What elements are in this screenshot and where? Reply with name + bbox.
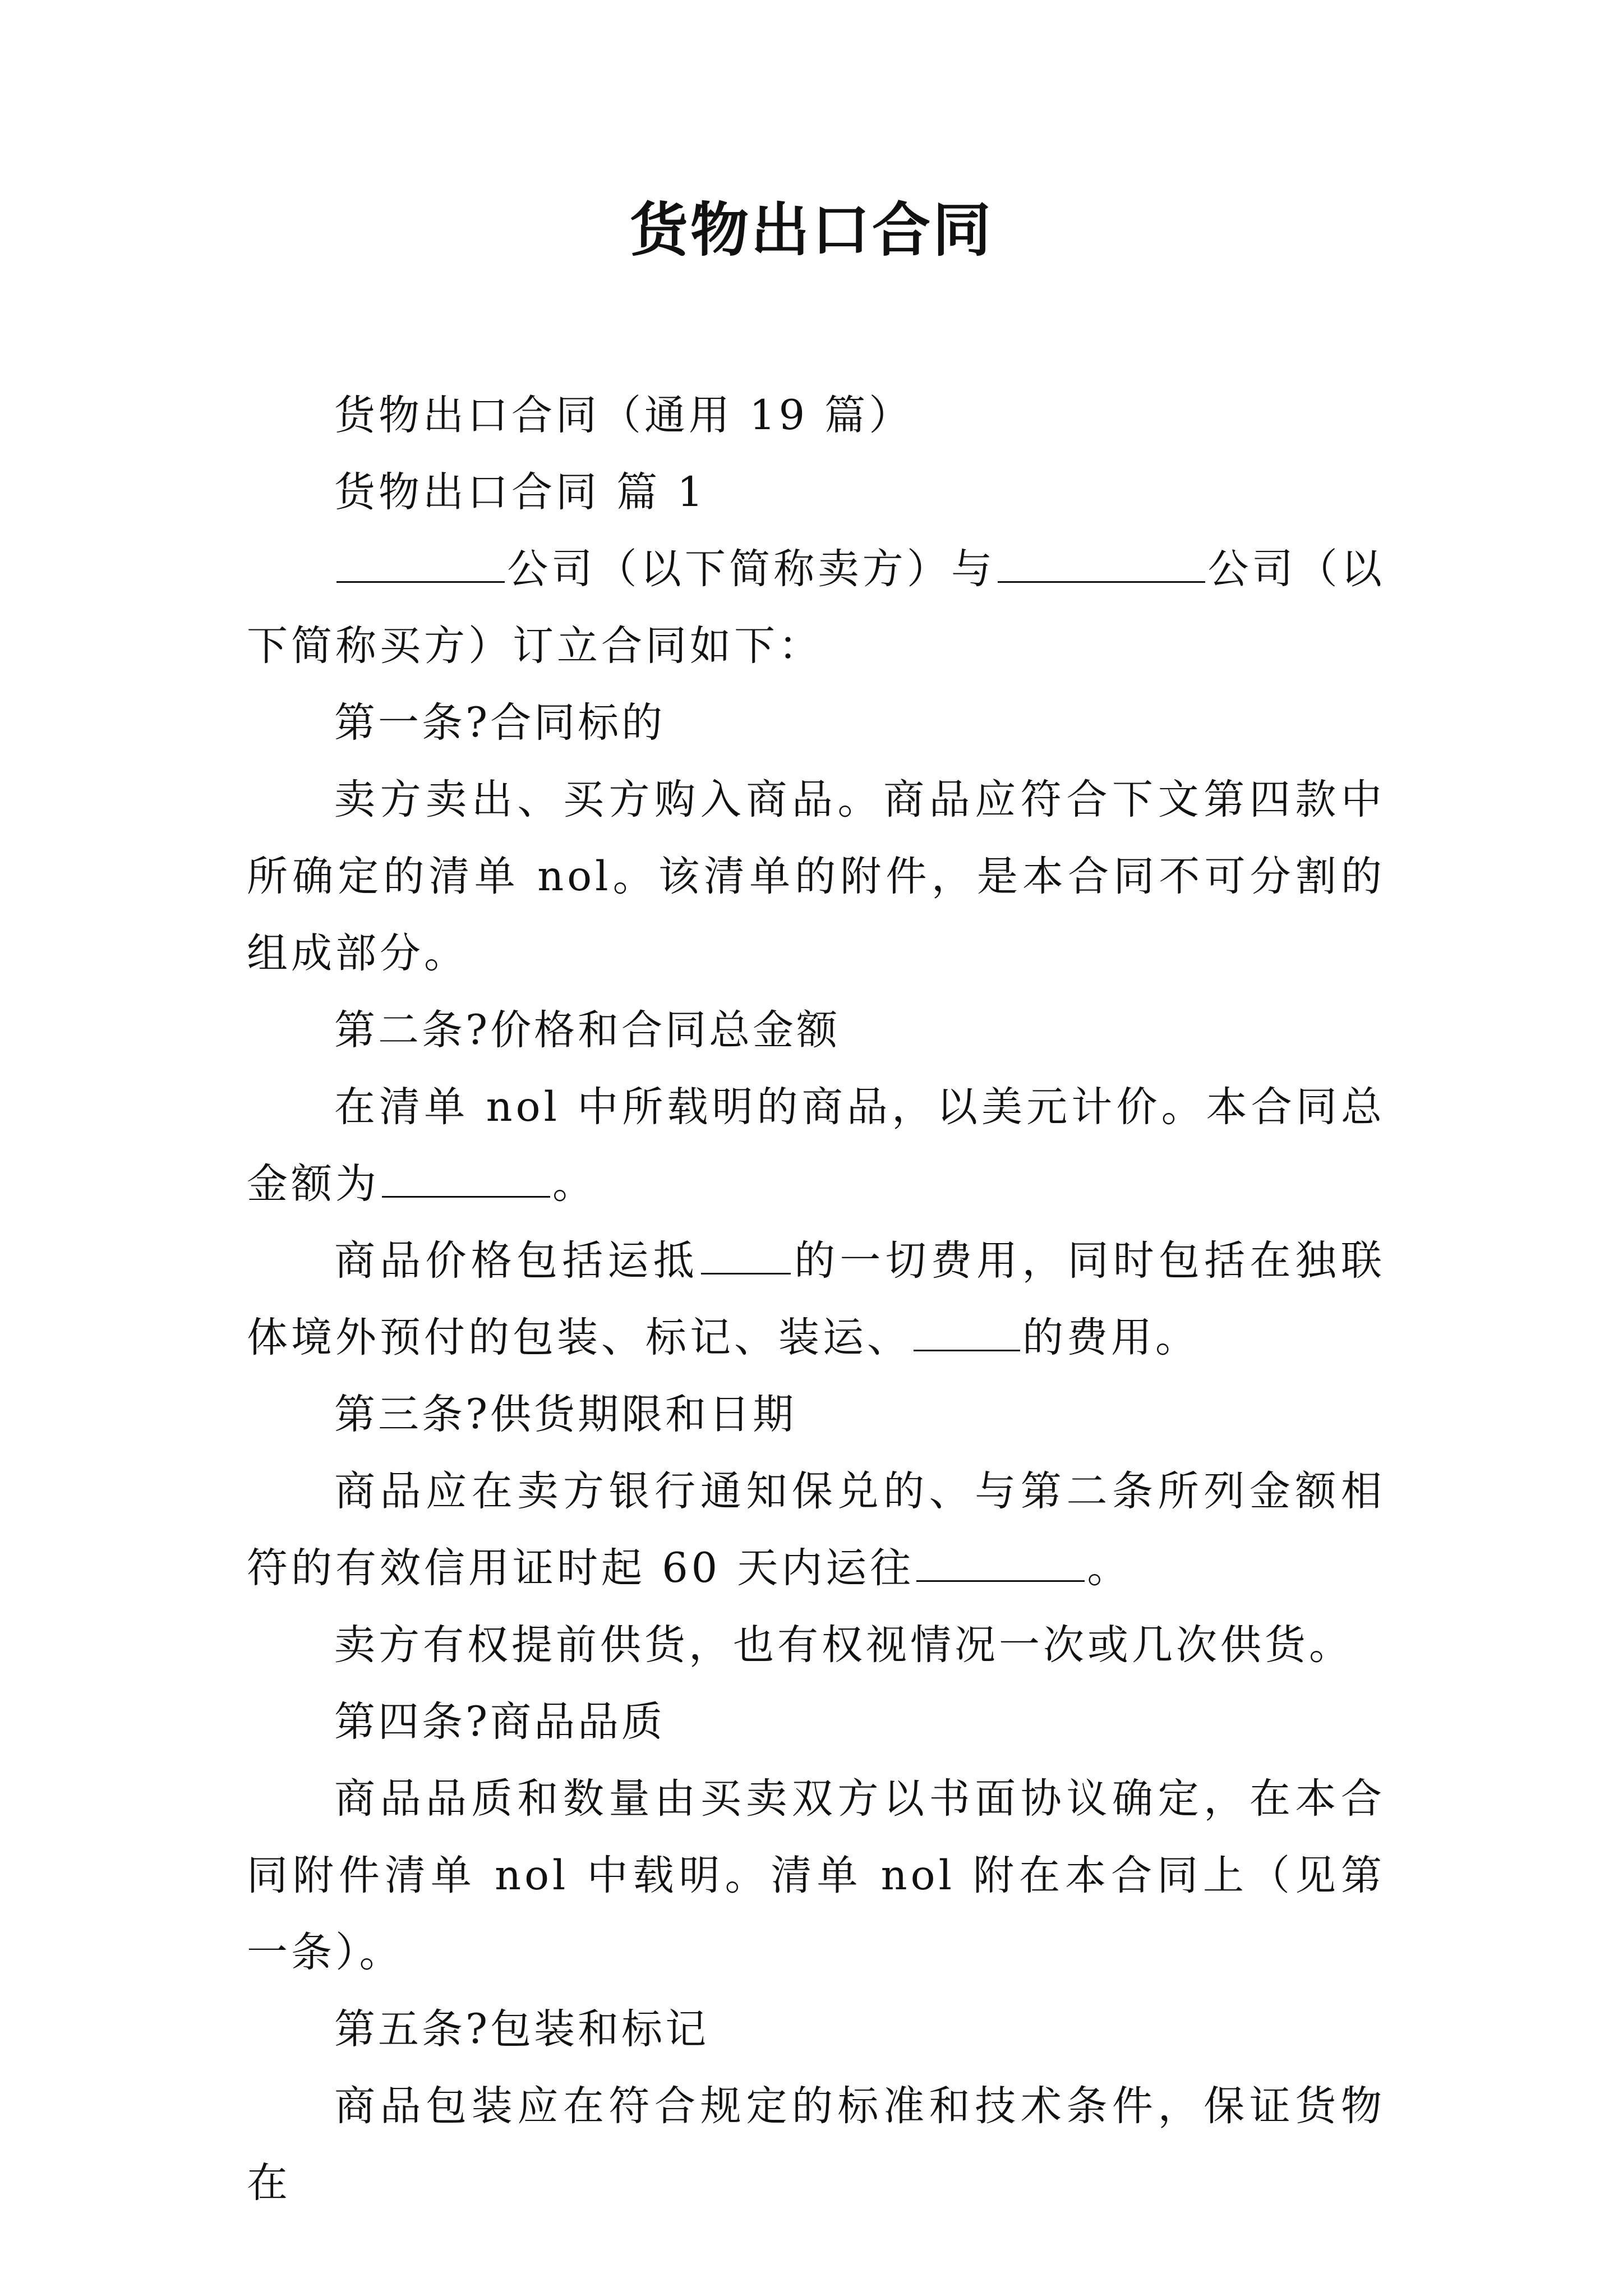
article2-body-a xyxy=(247,1069,1385,1222)
shipping-destination-blank[interactable] xyxy=(916,1542,1085,1582)
destination-blank[interactable] xyxy=(701,1234,791,1274)
article2-body-b-text3: 的费用。 xyxy=(1022,1314,1200,1361)
part-heading: 货物出口合同 篇 1 xyxy=(334,468,707,516)
article3-body-a xyxy=(247,1453,1385,1607)
article2-body-a-end: 。 xyxy=(552,1160,597,1208)
document-title: 货物出口合同 xyxy=(629,195,993,264)
article3-body-a-text: 商品应在卖方银行通知保兑的、与第二条所列金额相符的有效信用证时起 60 天内运往 xyxy=(247,1467,1385,1592)
article2-body-a-text: 在清单 nol 中所载明的商品，以美元计价。本合同总金额为 xyxy=(247,1083,1385,1208)
parties-paragraph xyxy=(247,531,1385,684)
article5-heading: 第五条?包装和标记 xyxy=(334,2005,709,2053)
document-subtitle: 货物出口合同（通用 19 篇） xyxy=(334,392,914,439)
article3-heading: 第三条?供货期限和日期 xyxy=(334,1391,797,1438)
document-body xyxy=(247,377,1385,2221)
article5-body: 商品包装应在符合规定的标准和技术条件，保证货物在 xyxy=(247,2082,1385,2207)
total-amount-blank[interactable] xyxy=(382,1157,550,1198)
parties-text-2: 公司（以下简称买方）订立合同如下： xyxy=(247,545,1385,670)
article3-body-a-end: 。 xyxy=(1087,1544,1132,1592)
article2-body-b xyxy=(247,1222,1385,1376)
buyer-name-blank[interactable] xyxy=(998,542,1205,583)
article2-body-b-text1: 商品价格包括运抵 xyxy=(334,1237,699,1285)
article4-heading: 第四条?商品品质 xyxy=(334,1698,666,1746)
seller-name-blank[interactable] xyxy=(336,542,505,583)
parties-text-1: 公司（以下简称卖方）与 xyxy=(507,545,996,593)
article1-heading: 第一条?合同标的 xyxy=(334,699,666,747)
article2-heading: 第二条?价格和合同总金额 xyxy=(334,1006,841,1054)
article1-body: 卖方卖出、买方购入商品。商品应符合下文第四款中所确定的清单 nol。该清单的附件，是本合同不可分割的组成部分。 xyxy=(247,776,1385,977)
article3-body-b: 卖方有权提前供货，也有权视情况一次或几次供货。 xyxy=(334,1621,1353,1669)
article2-body-b-text2: 的一切费用，同时包括在独联体境外预付的包装、标记、装运、 xyxy=(247,1237,1386,1361)
article4-body: 商品品质和数量由买卖双方以书面协议确定，在本合同附件清单 nol 中载明。清单 nol 附在本合同上（见第一条）。 xyxy=(247,1775,1385,1976)
fee-item-blank[interactable] xyxy=(914,1311,1020,1351)
